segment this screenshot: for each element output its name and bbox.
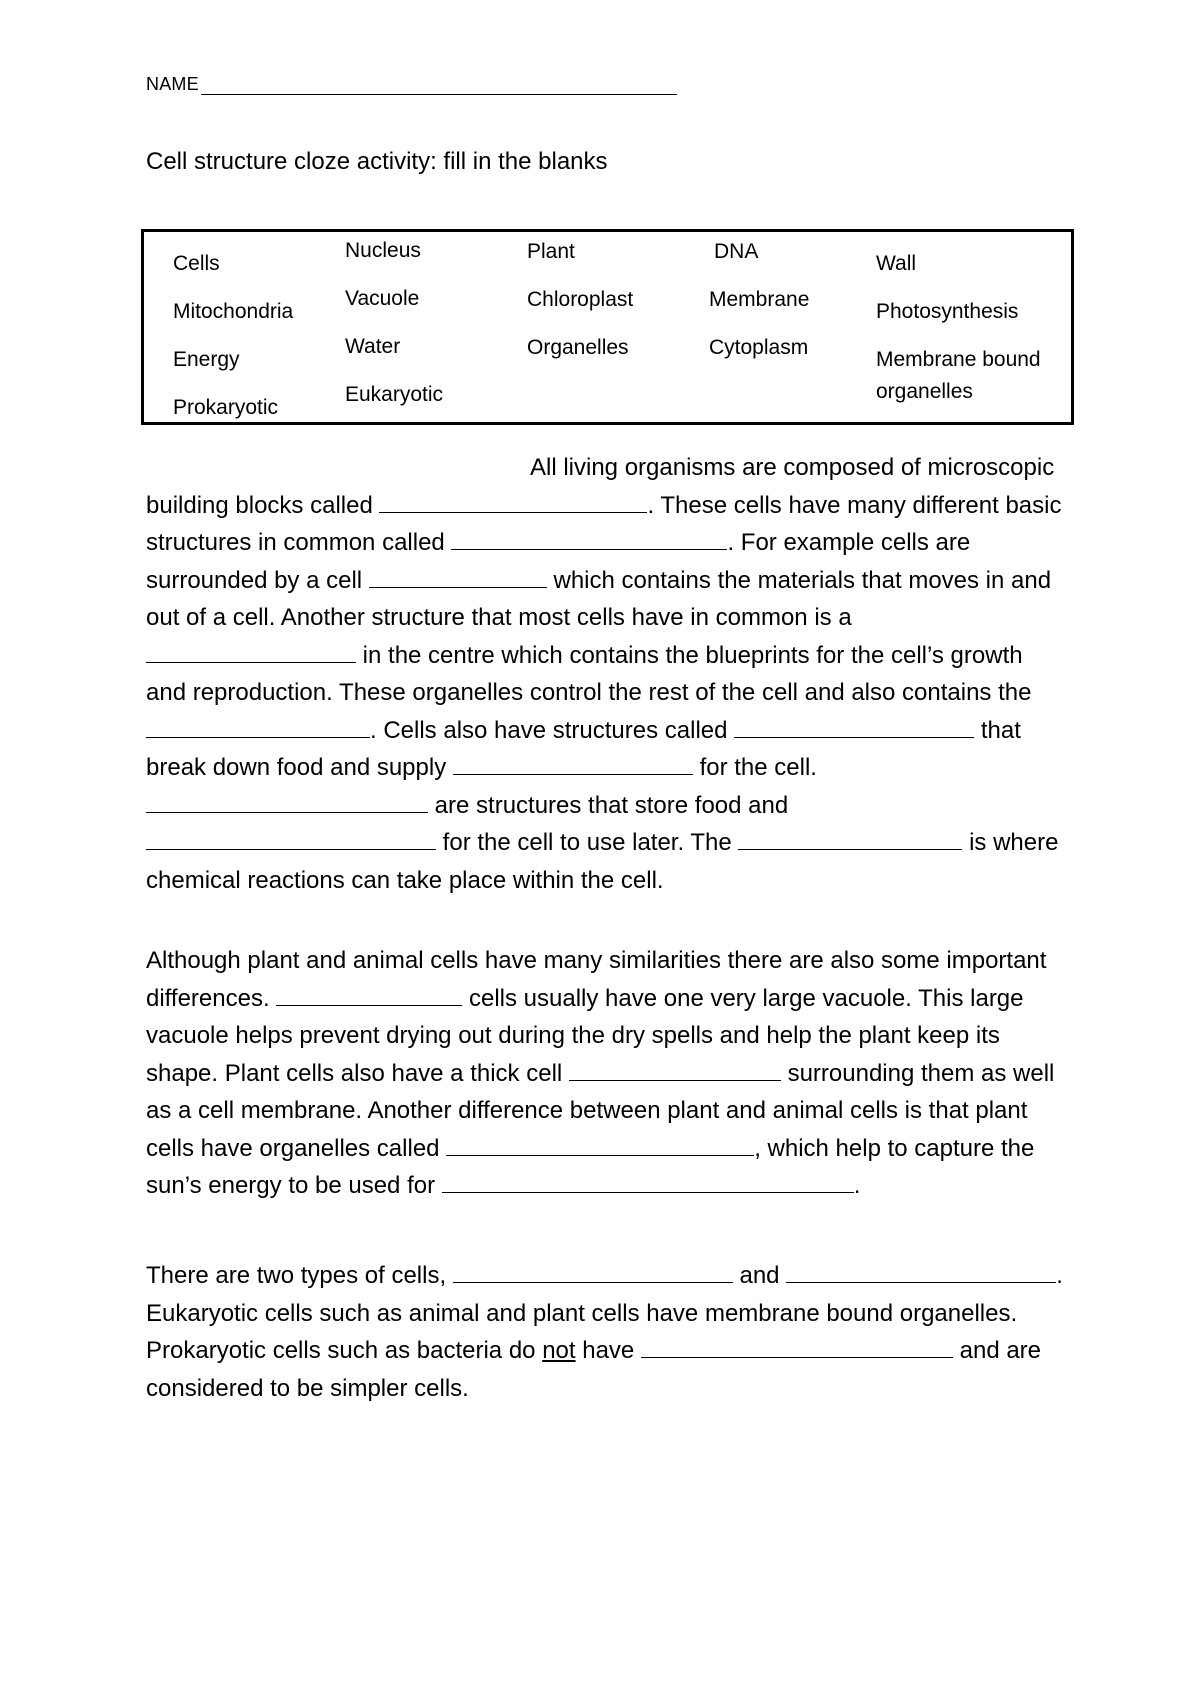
paragraph-text: and are considered to be simpler cells. [146, 1337, 1042, 1402]
word-bank-col-5 [876, 240, 1066, 408]
paragraph-text: which contains the materials that moves in and out of a cell. Another structure that most cells have in common is a [146, 566, 1052, 631]
paragraph-plant-animal-differences [146, 942, 1066, 1205]
answer-blank[interactable] [446, 1133, 754, 1156]
word-bank-item: Membrane bound organelles [876, 348, 1041, 403]
page-title: Cell structure cloze activity: fill in the blanks [146, 148, 608, 175]
word-bank [141, 229, 1074, 425]
word-bank-item: Mitochondria [173, 300, 294, 323]
word-bank-col-1 [173, 240, 293, 425]
word-bank-item: DNA [714, 240, 759, 263]
answer-blank[interactable] [379, 490, 647, 513]
word-bank-item: Nucleus [345, 239, 421, 262]
answer-blank[interactable] [276, 983, 462, 1006]
paragraph-text: , which help to capture the sun’s energy to be used for [146, 1134, 1035, 1199]
paragraph-text: for the cell to use later. The [442, 829, 732, 856]
answer-blank[interactable] [734, 715, 974, 738]
answer-blank[interactable] [442, 1170, 854, 1193]
paragraph-text: cells usually have one very large vacuole. This large vacuole helps prevent drying out during the dry spells and help the plant keep its shape. Plant cells also have a thick cell [146, 984, 1024, 1087]
word-bank-item: Chloroplast [527, 288, 634, 311]
word-bank-item: Cells [173, 252, 220, 275]
word-bank-item: Organelles [527, 336, 629, 359]
answer-blank[interactable] [738, 827, 962, 850]
word-bank-item: Photosynthesis [876, 300, 1019, 323]
paragraph-text: have [582, 1337, 635, 1364]
word-bank-item: Membrane [709, 288, 810, 311]
paragraph-cell-structures [146, 449, 1066, 899]
paragraph-text: Although plant and animal cells have many similarities there are also some important differences. [146, 947, 1047, 1012]
paragraph-text: . These cells have many different basic structures in common called [146, 491, 1062, 556]
paragraph-text: that break down food and supply [146, 716, 1021, 781]
answer-blank[interactable] [453, 752, 693, 775]
answer-blank[interactable] [369, 565, 547, 588]
paragraph-text: are structures that store food and [434, 791, 789, 819]
word-bank-item: Plant [527, 240, 575, 263]
word-bank-item: Prokaryotic [173, 396, 279, 419]
answer-blank[interactable] [146, 715, 370, 738]
paragraph-text: for the cell. [699, 754, 817, 781]
word-bank-col-3 [527, 229, 633, 372]
answer-blank[interactable] [569, 1058, 781, 1081]
paragraph-text: There are two types of cells, [146, 1262, 447, 1289]
answer-blank[interactable] [146, 640, 356, 663]
word-bank-col-2 [345, 229, 443, 419]
answer-blank[interactable] [786, 1260, 1056, 1283]
paragraph-text: . For example cells are surrounded by a cell [146, 529, 971, 594]
name-label: NAME [146, 74, 199, 94]
name-blank [201, 76, 677, 95]
answer-blank[interactable] [146, 790, 428, 813]
paragraph-text: . Cells also have structures called [370, 716, 728, 744]
answer-blank[interactable] [146, 827, 436, 850]
answer-blank[interactable] [453, 1260, 733, 1283]
paragraph-text: in the centre which contains the blueprints for the cell’s growth and reproduction. These organelles control the rest of the cell and also contains the [146, 641, 1032, 706]
word-bank-item: Energy [173, 348, 240, 371]
paragraph-text: All living organisms are composed of microscopic building blocks called [146, 454, 1055, 519]
answer-blank[interactable] [451, 527, 727, 550]
word-bank-item: Cytoplasm [709, 336, 809, 359]
paragraph-text: and [739, 1262, 780, 1289]
word-bank-col-4 [709, 229, 809, 372]
answer-blank[interactable] [641, 1335, 953, 1358]
paragraph-text: surrounding them as well as a cell membrane. Another difference between plant and animal cells is that plant cells have organelles called [146, 1059, 1055, 1162]
word-bank-item: Vacuole [345, 287, 420, 310]
word-bank-item: Water [345, 335, 401, 358]
emphasis-not: not [542, 1337, 576, 1364]
paragraph-text: . Eukaryotic cells such as animal and plant cells have membrane bound organelles. Prokaryotic cells such as bacteria do [146, 1262, 1063, 1364]
word-bank-item: Eukaryotic [345, 383, 444, 406]
paragraph-cell-types [146, 1257, 1066, 1407]
name-field [146, 74, 677, 95]
paragraph-text: . [853, 1172, 861, 1199]
paragraph-text: is where chemical reactions can take place within the cell. [146, 829, 1059, 894]
word-bank-item: Wall [876, 252, 917, 275]
